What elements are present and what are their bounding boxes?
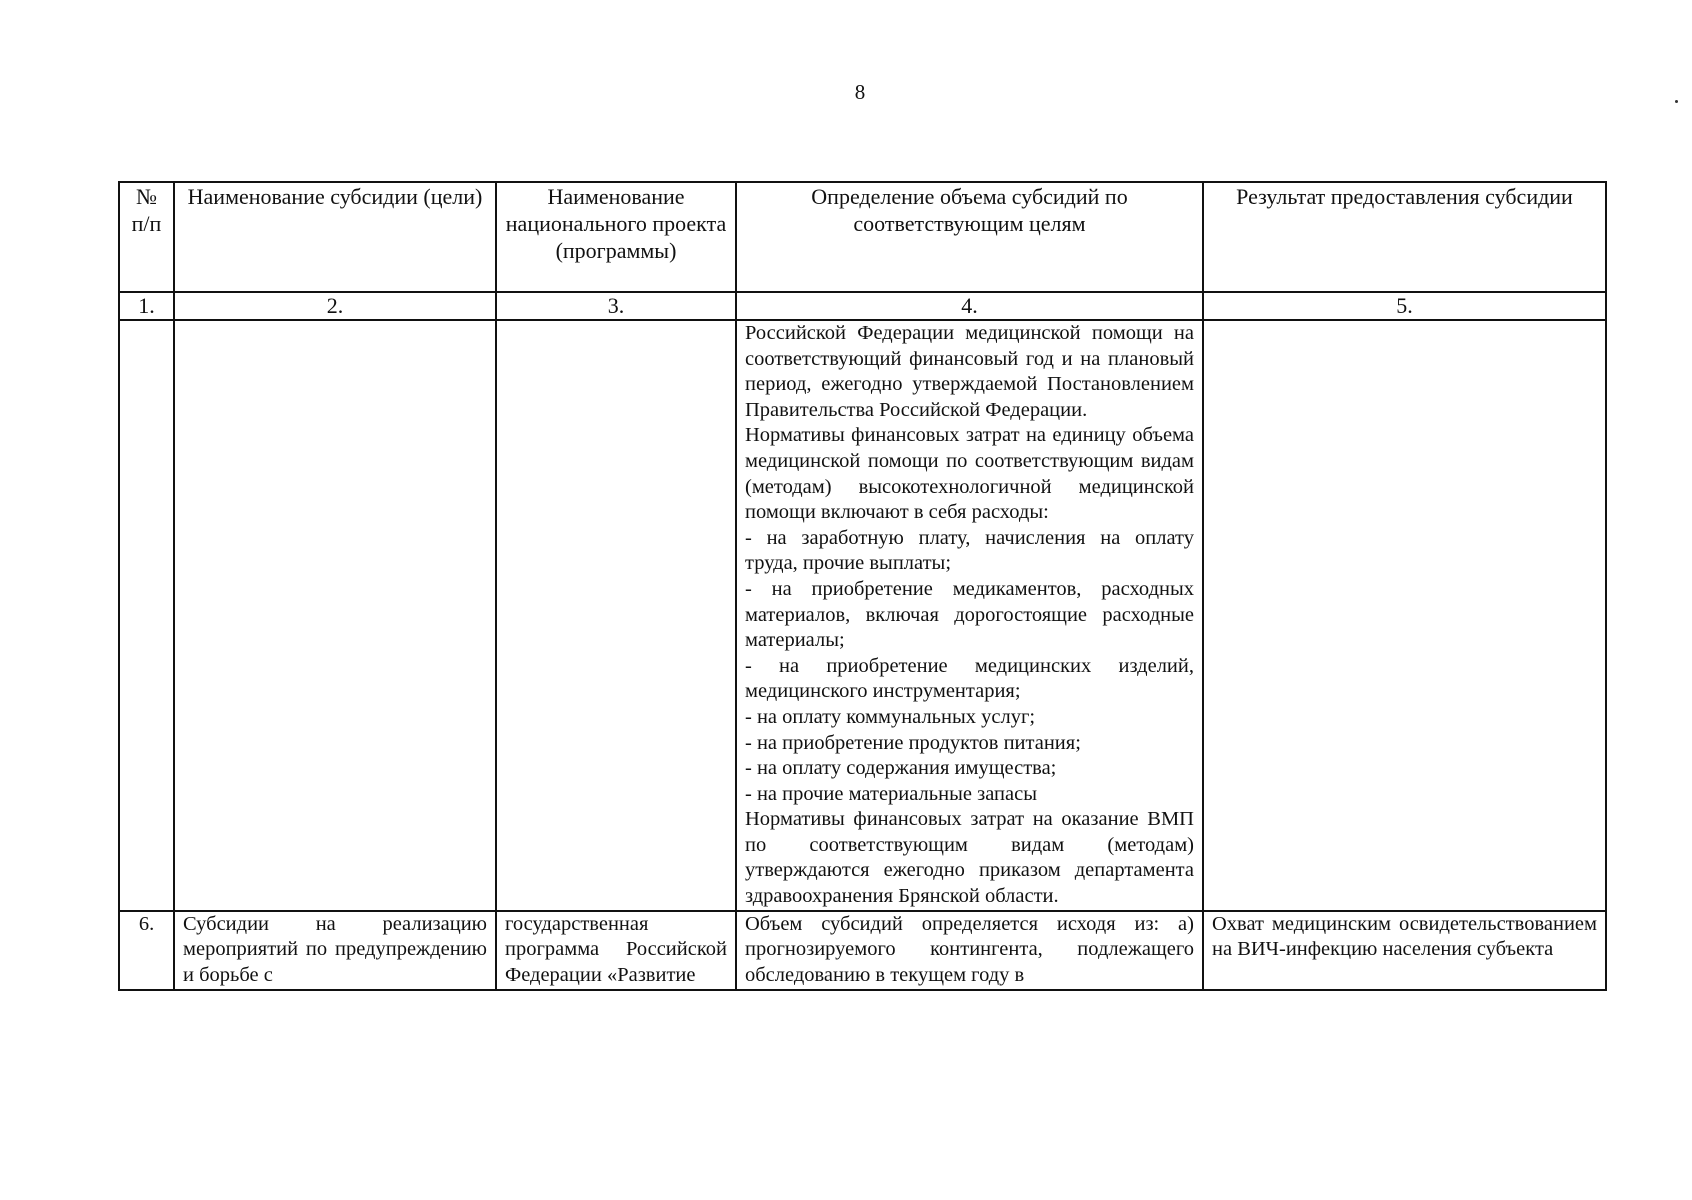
- header-project-name: Наименование национального проекта (программы): [496, 182, 736, 292]
- column-number: 1.: [119, 292, 174, 320]
- list-item: - на приобретение медикаментов, расходных материалов, включая дорогостоящие расходные материалы;: [745, 577, 1194, 652]
- header-number: № п/п: [119, 182, 174, 292]
- cell-empty: [496, 320, 736, 911]
- volume-definition-cell: [736, 320, 1203, 911]
- list-item: - на заработную плату, начисления на оплату труда, прочие выплаты;: [745, 526, 1194, 575]
- page-number: 8: [854, 80, 866, 104]
- subsidy-table: [118, 181, 1607, 991]
- cell-empty: [174, 320, 496, 911]
- row-number: 6.: [119, 911, 174, 990]
- cell-empty: [1203, 320, 1606, 911]
- paragraph: Нормативы финансовых затрат на оказание ВМП по соответствующим видам (методам) утверждаются ежегодно приказом департамента здравоохранения Брянской области.: [745, 808, 1194, 908]
- column-number-row: [119, 292, 1606, 320]
- paragraph: Российской Федерации медицинской помощи на соответствующий финансовый год и на плановый период, ежегодно утверждаемой Постановлением Правительства Российской Федерации.: [745, 322, 1194, 421]
- column-number: 5.: [1203, 292, 1606, 320]
- list-item: - на приобретение продуктов питания;: [745, 731, 1081, 754]
- table-row-continued: [119, 320, 1606, 911]
- column-number: 3.: [496, 292, 736, 320]
- scan-speck: [1675, 100, 1678, 103]
- header-result: Результат предоставления субсидии: [1203, 182, 1606, 292]
- cell-empty: [119, 320, 174, 911]
- column-number: 4.: [736, 292, 1203, 320]
- subsidy-name-cell: Субсидии на реализацию мероприятий по предупреждению и борьбе с: [174, 911, 496, 990]
- table-row-6: [119, 911, 1606, 990]
- list-item: - на приобретение медицинских изделий, медицинского инструментария;: [745, 654, 1194, 703]
- list-item: - на оплату содержания имущества;: [745, 757, 1057, 780]
- project-name-cell: государственная программа Российской Федерации «Развитие: [496, 911, 736, 990]
- result-cell: Охват медицинским освидетельствованием на ВИЧ-инфекцию населения субъекта: [1203, 911, 1606, 990]
- paragraph: Нормативы финансовых затрат на единицу объема медицинской помощи по соответствующим видам (методам) высокотехнологичной медицинской помощи включают в себя расходы:: [745, 424, 1194, 524]
- header-subsidy-name: Наименование субсидии (цели): [174, 182, 496, 292]
- list-item: - на прочие материальные запасы: [745, 782, 1037, 805]
- list-item: - на оплату коммунальных услуг;: [745, 705, 1036, 728]
- header-volume-definition: Определение объема субсидий по соответствующим целям: [736, 182, 1203, 292]
- volume-definition-cell: Объем субсидий определяется исходя из: а) прогнозируемого контингента, подлежащего обследованию в текущем году в: [736, 911, 1203, 990]
- column-number: 2.: [174, 292, 496, 320]
- table-header-row: [119, 182, 1606, 292]
